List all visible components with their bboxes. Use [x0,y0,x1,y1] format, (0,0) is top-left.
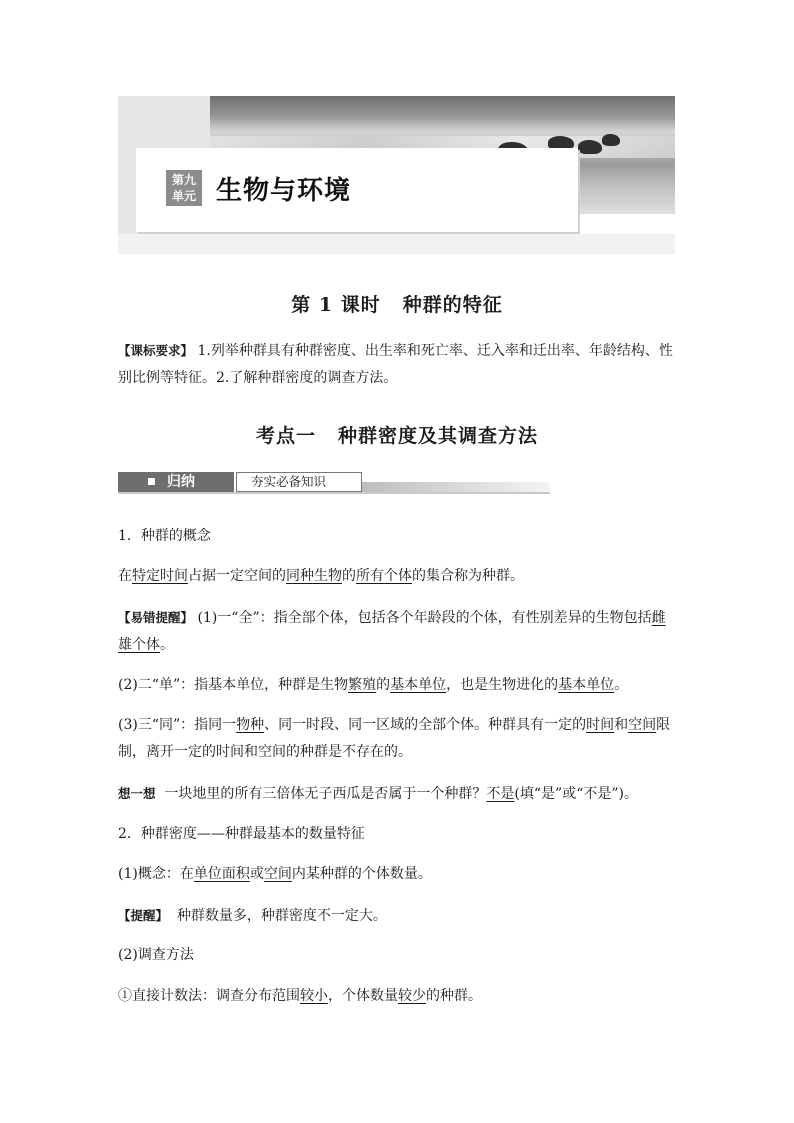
unit-title-card [136,148,578,232]
text-run: 。 [614,677,629,693]
section-name: 种群密度及其调查方法 [338,425,539,447]
text-run: (2)二“单”：指基本单位，种群是生物 [118,677,349,693]
requirements-text: 1.列举种群具有种群密度、出生率和死亡率、迁入率和迁出率、年龄结构、性别比例等特征。2.了解种群密度的调查方法。 [118,343,673,386]
heading-population-density [118,821,678,848]
text-run: ，个体数量 [328,988,398,1004]
underlined-term: 空间 [263,866,292,882]
text-run: 的种群。 [426,988,482,1004]
tip-three-same [118,712,678,766]
underlined-term: 基本单位 [558,677,615,693]
underlined-term: 较小 [300,988,328,1004]
text-run: (填“是”或“不是”)。 [514,786,638,802]
tip-two-unit [118,672,678,699]
text-run: 的 [342,568,356,584]
unit-badge-line2: 单元 [171,189,196,203]
direct-count-method [118,983,678,1010]
text-run: 内某种群的个体数量。 [291,866,432,882]
underlined-term: 时间 [586,717,615,733]
section-title [0,421,794,448]
text-run: 一块地里的所有三倍体无子西瓜是否属于一个种群？ [164,786,487,802]
summary-tag [118,472,234,492]
text-run: 或 [249,866,264,882]
text-run: ①直接计数法：调查分布范围 [118,988,300,1004]
banner-bottom-strip [118,234,675,254]
think-question [118,780,678,808]
text-run: 在 [118,568,132,584]
square-bullet-icon [148,478,155,485]
unit-number-badge [166,170,202,206]
underlined-term: 基本单位 [390,677,447,693]
underlined-term: 所有个体 [356,568,412,584]
unit-badge-line1: 第九 [171,173,196,187]
underlined-term: 繁殖 [348,677,377,693]
text-run: 占据一定空间的 [188,568,286,584]
hint-paragraph [118,902,678,930]
text-run: 和 [614,717,629,733]
definition-paragraph [118,563,678,590]
heading-species-concept [118,523,678,550]
text-run: (1)概念：在 [118,866,194,882]
underlined-term: 单位面积 [193,866,250,882]
method-title-text: (2)调查方法 [118,947,194,963]
summary-bar [118,472,432,494]
unit-banner [118,96,675,256]
lesson-title [0,290,794,317]
text-run: 种群数量多，种群密度不一定大。 [176,908,387,924]
unit-title: 生物与环境 [216,176,352,206]
summary-box-label: 夯实必备知识 [236,472,362,492]
lesson-number: 第 1 课时 [291,294,381,316]
density-concept [118,861,678,888]
text-run: 。 [160,637,174,653]
bison-figure [602,134,620,146]
underlined-term: 雌雄个体 [118,610,666,653]
underlined-term: 较少 [398,988,426,1004]
text-run: (3)三“同”：指同一 [118,717,237,733]
section-number: 考点一 [255,425,316,447]
underlined-term: 特定时间 [132,568,188,584]
curriculum-requirements [118,337,678,392]
text-run: 的 [376,677,391,693]
underlined-term: 空间 [628,717,657,733]
hint-tag: 【提醒】 [118,908,169,923]
heading-text: 1．种群的概念 [118,528,211,544]
tip-tag: 【易错提醒】 [118,610,194,625]
survey-method-title [118,942,678,969]
text-run: (1)一“全”：指全部个体，包括各个年龄段的个体，有性别差异的生物包括 [197,610,652,626]
underlined-term: 物种 [236,717,265,733]
bison-figure [578,140,602,154]
text-run: 、同一时段、同一区域的全部个体。种群具有一定的 [264,717,587,733]
summary-bar-underline [118,492,550,494]
summary-tag-label: 归纳 [167,474,195,490]
tip-one-all [118,604,678,659]
text-run: 限制，离开一定的时间和空间的种群是不存在的。 [118,717,671,760]
lesson-name: 种群的特征 [402,294,503,316]
think-tag: 想一想 [118,786,156,801]
text-run: 的集合称为种群。 [412,568,524,584]
underlined-answer: 不是 [486,786,515,802]
summary-bar-fade [362,482,550,492]
heading-text: 2．种群密度——种群最基本的数量特征 [118,826,365,842]
underlined-term: 同种生物 [286,568,342,584]
requirements-tag: 【课标要求】 [118,343,194,358]
text-run: ，也是生物进化的 [446,677,559,693]
